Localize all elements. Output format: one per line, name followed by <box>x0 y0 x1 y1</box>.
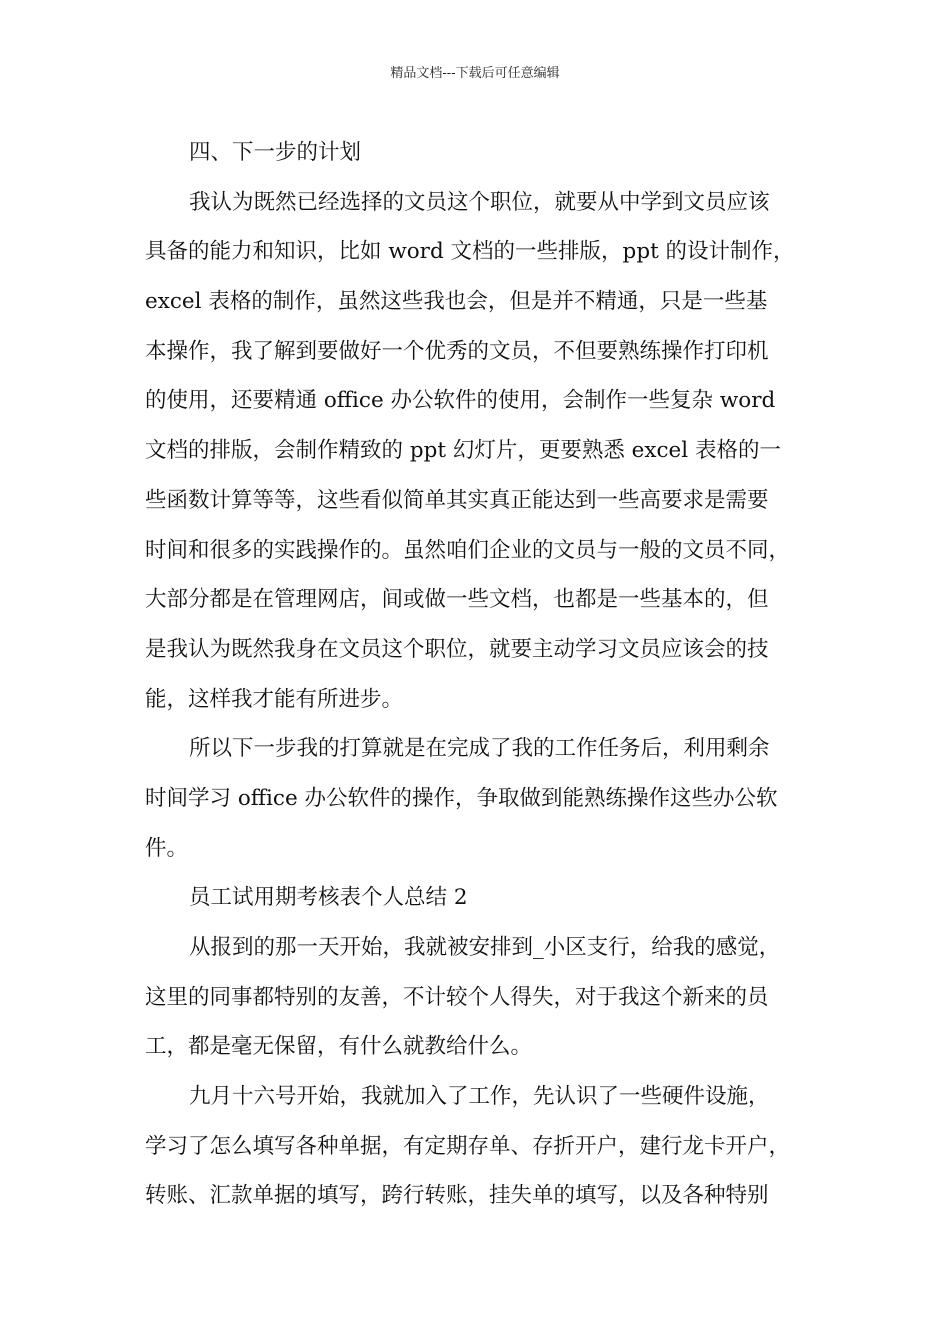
text-line: 这里的同事都特别的友善，不计较个人得失，对于我这个新来的员 <box>145 984 769 1010</box>
text-line: 从报到的那一天开始，我就被安排到_小区支行，给我的感觉， <box>189 935 781 960</box>
text-line: 具备的能力和知识，比如 word 文档的一些排版，ppt 的设计制作， <box>145 239 795 265</box>
text-line: 些函数计算等等，这些看似简单其实真正能达到一些高要求是需要 <box>145 487 769 513</box>
text-line: 员工试用期考核表个人总结 2 <box>189 885 468 911</box>
text-line: 学习了怎么填写各种单据，有定期存单、存折开户，建行龙卡开户， <box>145 1133 791 1159</box>
text-line: 件。 <box>145 835 189 861</box>
text-line: 转账、汇款单据的填写，跨行转账，挂失单的填写，以及各种特别 <box>145 1183 769 1209</box>
text-line: 我认为既然已经选择的文员这个职位，就要从中学到文员应该 <box>189 189 770 215</box>
text-line: 本操作，我了解到要做好一个优秀的文员，不但要熟练操作打印机 <box>145 338 769 364</box>
text-line: 工，都是毫无保留，有什么就教给什么。 <box>145 1034 533 1060</box>
text-line: 所以下一步我的打算就是在完成了我的工作任务后，利用剩余 <box>189 736 770 762</box>
text-line: excel 表格的制作，虽然这些我也会，但是并不精通，只是一些基 <box>145 289 768 315</box>
text-line: 四、下一步的计划 <box>189 140 362 165</box>
text-line: 大部分都是在管理网店，间或做一些文档，也都是一些基本的，但 <box>145 587 769 613</box>
text-line: 是我认为既然我身在文员这个职位，就要主动学习文员应该会的技 <box>145 636 769 662</box>
page-header: 精品文档---下载后可任意编辑 <box>390 66 560 81</box>
text-line: 时间和很多的实践操作的。虽然咱们企业的文员与一般的文员不同， <box>145 537 791 563</box>
text-line: 九月十六号开始，我就加入了工作，先认识了一些硬件设施， <box>189 1084 770 1110</box>
text-line: 文档的排版，会制作精致的 ppt 幻灯片，更要熟悉 excel 表格的一 <box>145 438 781 464</box>
text-line: 能，这样我才能有所进步。 <box>145 686 404 712</box>
document-body <box>145 128 807 1221</box>
text-line: 的使用，还要精通 office 办公软件的使用，会制作一些复杂 word <box>145 388 776 414</box>
text-line: 时间学习 office 办公软件的操作，争取做到能熟练操作这些办公软 <box>145 785 778 811</box>
